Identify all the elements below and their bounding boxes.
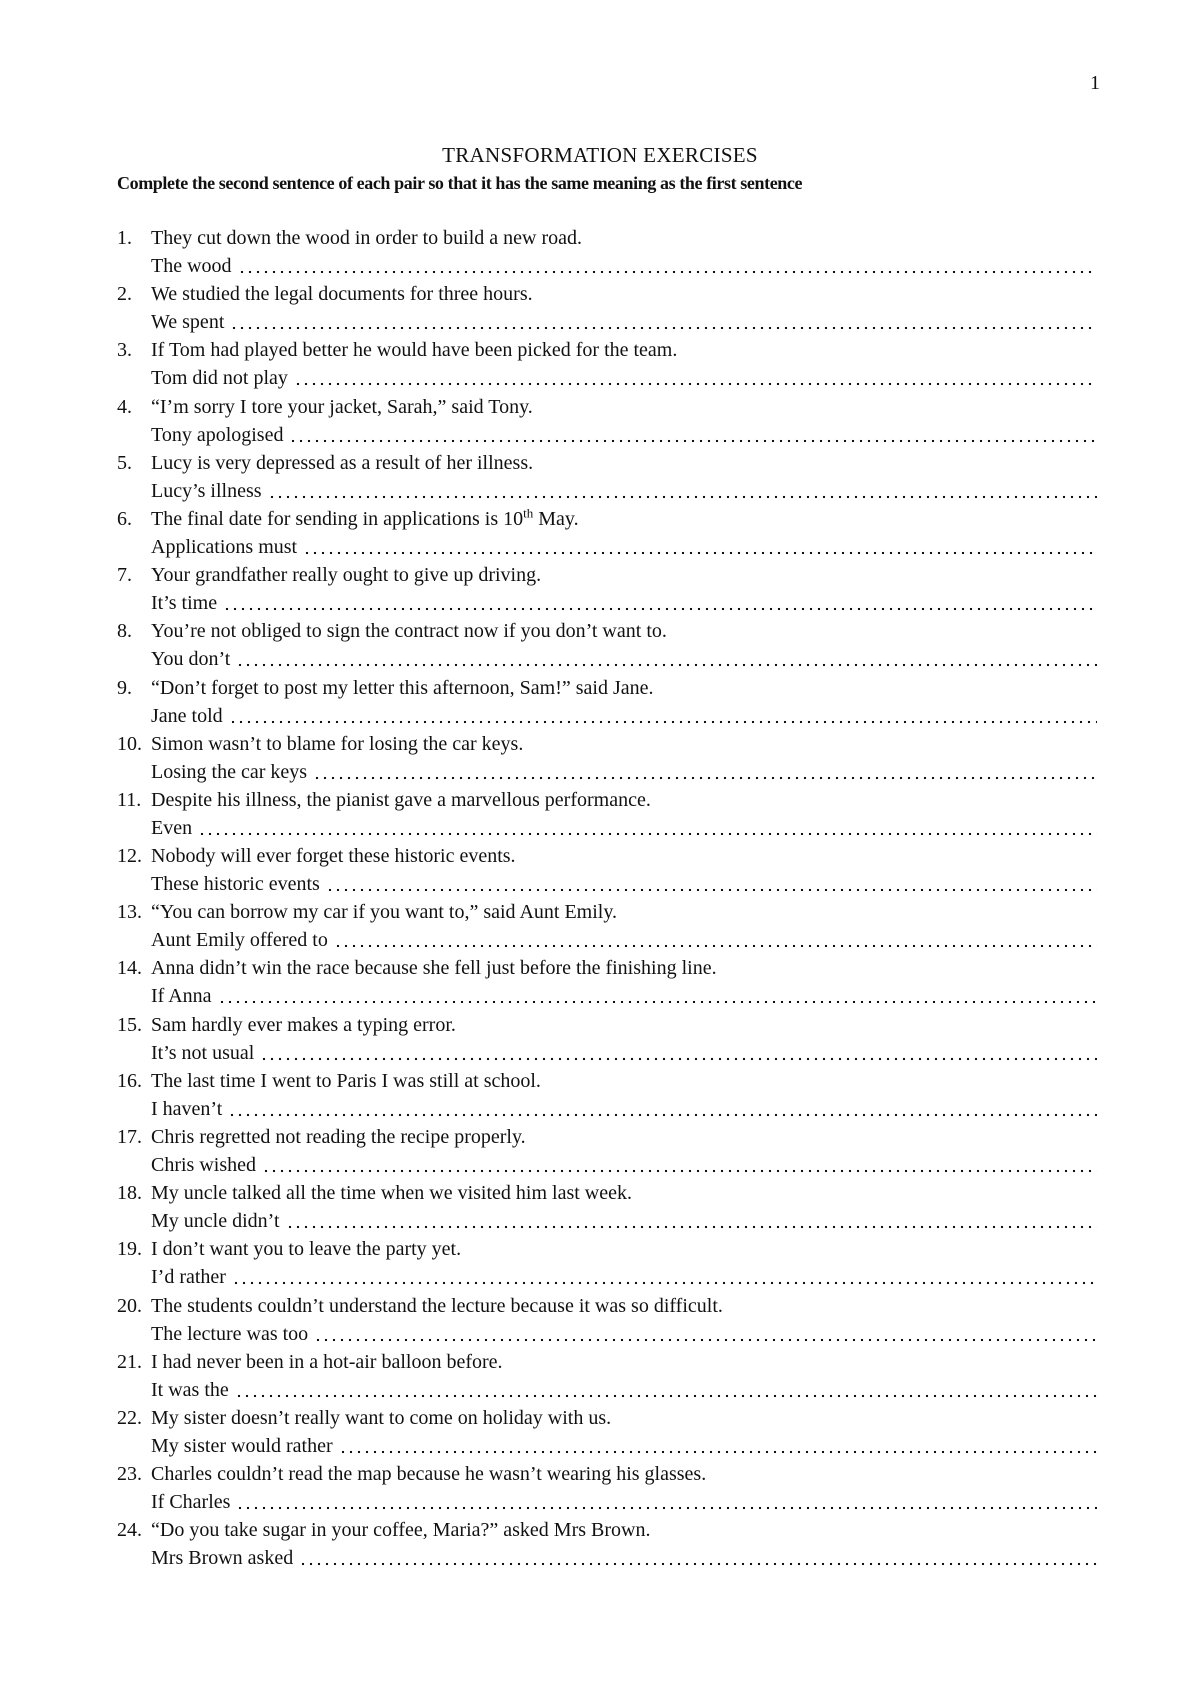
exercise-item: [117, 1235, 1097, 1291]
exercise-item: [117, 561, 1097, 617]
answer-stem: Lucy’s illness: [151, 479, 262, 502]
answer-blank[interactable]: [334, 944, 1097, 948]
answer-blank[interactable]: [223, 607, 1097, 611]
exercise-sentence: The last time I went to Paris I was still at school.: [151, 1069, 541, 1092]
answer-stem: Even: [151, 816, 193, 839]
answer-stem: I’d rather: [151, 1266, 226, 1289]
exercise-number: 10.: [117, 732, 142, 755]
answer-stem: It was the: [151, 1378, 229, 1401]
answer-stem: These historic events: [151, 873, 320, 896]
exercise-item: [117, 1179, 1097, 1235]
exercise-number: 14.: [117, 957, 142, 980]
exercise-item: [117, 393, 1097, 449]
exercise-sentence: “Don’t forget to post my letter this afternoon, Sam!” said Jane.: [151, 676, 654, 699]
exercise-number: 3.: [117, 339, 132, 362]
page-title: TRANSFORMATION EXERCISES: [442, 143, 758, 167]
exercise-number: 15.: [117, 1013, 142, 1036]
exercise-sentence: Chris regretted not reading the recipe properly.: [151, 1126, 526, 1148]
answer-stem: Applications must: [151, 535, 298, 558]
exercise-item: [117, 842, 1097, 898]
exercise-number: 18.: [117, 1182, 142, 1205]
exercise-item: [117, 280, 1097, 336]
answer-stem: Mrs Brown asked: [151, 1547, 294, 1570]
exercise-item: [117, 730, 1097, 786]
exercise-number: 16.: [117, 1069, 142, 1092]
answer-blank[interactable]: [326, 888, 1097, 892]
answer-blank[interactable]: [230, 326, 1097, 330]
exercise-list: [117, 224, 1097, 1573]
ordinal-suffix: th: [523, 505, 534, 521]
exercise-sentence: [151, 505, 1097, 533]
answer-stem: If Anna: [151, 985, 212, 1008]
exercise-number: 13.: [117, 901, 142, 924]
exercise-number: 19.: [117, 1238, 142, 1261]
exercise-sentence: Your grandfather really ought to give up driving.: [151, 564, 542, 587]
exercise-number: 2.: [117, 283, 132, 306]
page-number: 1: [1090, 72, 1100, 94]
answer-stem: Tony apologised: [151, 423, 284, 446]
answer-stem: The lecture was too: [151, 1322, 309, 1345]
answer-blank[interactable]: [232, 1281, 1097, 1285]
exercise-sentence: My uncle talked all the time when we visited him last week.: [151, 1182, 632, 1205]
answer-blank[interactable]: [286, 1225, 1097, 1229]
exercise-item: [117, 1292, 1097, 1348]
exercise-number: 12.: [117, 845, 142, 868]
exercise-number: 6.: [117, 507, 132, 530]
exercise-sentence: Lucy is very depressed as a result of her illness.: [151, 451, 534, 474]
answer-blank[interactable]: [268, 495, 1097, 499]
answer-blank[interactable]: [339, 1450, 1097, 1454]
exercise-number: 4.: [117, 395, 132, 418]
exercise-item: [117, 1348, 1097, 1404]
exercise-sentence: “You can borrow my car if you want to,” said Aunt Emily.: [151, 901, 618, 924]
exercise-item: [117, 674, 1097, 730]
answer-stem: It’s time: [151, 592, 218, 615]
answer-blank[interactable]: [299, 1562, 1097, 1566]
exercise-sentence: We studied the legal documents for three hours.: [151, 283, 533, 306]
sentence-part: The final date for sending in applications is 10: [151, 507, 524, 530]
exercise-number: 22.: [117, 1406, 142, 1429]
exercise-sentence: I don’t want you to leave the party yet.: [151, 1238, 462, 1261]
answer-blank[interactable]: [314, 1338, 1097, 1342]
answer-blank[interactable]: [238, 270, 1097, 274]
answer-stem: Losing the car keys: [151, 760, 308, 783]
answer-stem: Jane told: [151, 704, 223, 727]
answer-blank[interactable]: [236, 1506, 1097, 1510]
exercise-number: 5.: [117, 451, 132, 474]
answer-stem: Tom did not play: [151, 367, 288, 390]
answer-stem: The wood: [151, 255, 232, 277]
exercise-sentence: Simon wasn’t to blame for losing the car keys.: [151, 732, 524, 755]
answer-blank[interactable]: [289, 439, 1097, 443]
exercise-sentence: You’re not obliged to sign the contract now if you don’t want to.: [151, 620, 667, 643]
answer-stem: My sister would rather: [151, 1434, 333, 1457]
exercise-number: 21.: [117, 1350, 142, 1373]
exercise-item: [117, 786, 1097, 842]
instructions: Complete the second sentence of each pair so that it has the same meaning as the first sentence: [117, 173, 803, 193]
exercise-sentence: If Tom had played better he would have been picked for the team.: [151, 339, 678, 362]
exercise-item: [117, 449, 1097, 505]
answer-blank[interactable]: [262, 1169, 1097, 1173]
exercise-sentence: Anna didn’t win the race because she fell just before the finishing line.: [151, 957, 717, 980]
answer-blank[interactable]: [218, 1000, 1097, 1004]
answer-stem: I haven’t: [151, 1097, 223, 1120]
exercise-sentence: I had never been in a hot-air balloon before.: [151, 1350, 503, 1373]
exercise-sentence: Nobody will ever forget these historic events.: [151, 845, 516, 868]
exercise-item: [117, 1404, 1097, 1460]
exercise-number: 9.: [117, 676, 132, 699]
exercise-number: 23.: [117, 1463, 142, 1486]
exercise-sentence: Sam hardly ever makes a typing error.: [151, 1013, 456, 1036]
answer-blank[interactable]: [229, 720, 1097, 724]
answer-stem: My uncle didn’t: [151, 1210, 280, 1233]
exercise-item: [117, 505, 1097, 561]
answer-blank[interactable]: [198, 832, 1097, 836]
exercise-item: [117, 1011, 1097, 1067]
answer-blank[interactable]: [294, 382, 1097, 386]
answer-blank[interactable]: [313, 776, 1097, 780]
exercise-sentence: Charles couldn’t read the map because he wasn’t wearing his glasses.: [151, 1463, 707, 1486]
exercise-sentence: My sister doesn’t really want to come on holiday with us.: [151, 1406, 612, 1429]
sentence-part: May.: [533, 507, 579, 530]
answer-stem: Chris wished: [151, 1154, 256, 1176]
answer-stem: Aunt Emily offered to: [151, 929, 328, 952]
exercise-sentence: They cut down the wood in order to build a new road.: [151, 227, 583, 249]
exercise-item: [117, 1460, 1097, 1516]
exercise-sentence: The students couldn’t understand the lecture because it was so difficult.: [151, 1294, 723, 1317]
exercise-item: [117, 617, 1097, 673]
answer-blank[interactable]: [228, 1113, 1097, 1117]
exercise-item: [117, 1067, 1097, 1123]
answer-blank[interactable]: [260, 1057, 1097, 1061]
answer-stem: We spent: [151, 311, 225, 334]
exercise-number: 11.: [117, 788, 142, 811]
answer-stem: It’s not usual: [151, 1041, 255, 1064]
exercise-item: [117, 954, 1097, 1010]
answer-stem: If Charles: [151, 1491, 231, 1514]
exercise-number: 7.: [117, 564, 132, 587]
exercise-item: [117, 1516, 1097, 1572]
exercise-item: [117, 224, 1097, 280]
exercise-item: [117, 336, 1097, 392]
exercise-item: [117, 898, 1097, 954]
exercise-number: 8.: [117, 620, 132, 643]
exercise-number: 24.: [117, 1519, 142, 1542]
exercise-number: 17.: [117, 1126, 142, 1148]
answer-blank[interactable]: [236, 663, 1097, 667]
exercise-sentence: “Do you take sugar in your coffee, Maria?” asked Mrs Brown.: [151, 1519, 651, 1542]
answer-stem: You don’t: [151, 648, 231, 671]
exercise-sentence: Despite his illness, the pianist gave a marvellous performance.: [151, 788, 651, 811]
answer-blank[interactable]: [303, 551, 1097, 555]
exercise-sentence: “I’m sorry I tore your jacket, Sarah,” said Tony.: [151, 395, 533, 418]
exercise-number: 1.: [117, 227, 132, 249]
exercise-item: [117, 1123, 1097, 1179]
exercise-number: 20.: [117, 1294, 142, 1317]
answer-blank[interactable]: [235, 1394, 1097, 1398]
